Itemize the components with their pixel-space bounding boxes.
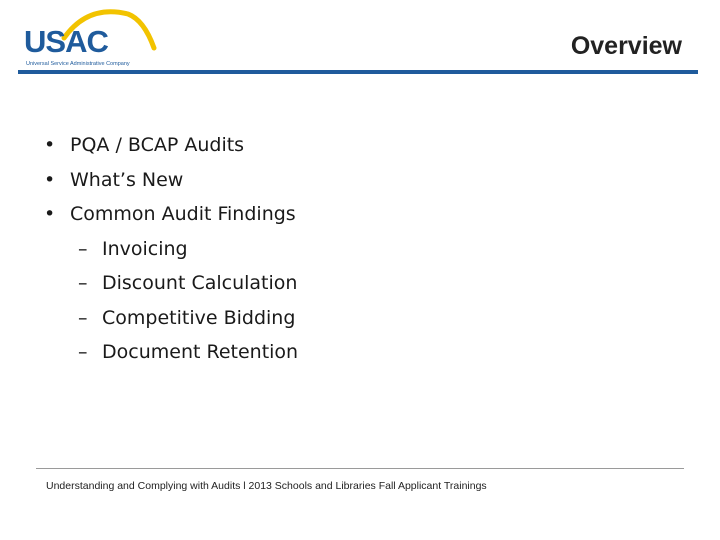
footer-text: Understanding and Complying with Audits l 2013 Schools and Libraries Fall Applicant Trainings	[46, 480, 487, 492]
logo-tagline: Universal Service Administrative Company	[26, 61, 130, 67]
sub-bullet-text: Document Retention	[102, 341, 299, 363]
sub-bullet-item: – Discount Calculation	[78, 272, 298, 294]
sub-bullet-text: Invoicing	[102, 237, 188, 260]
bullet-text: PQA / BCAP Audits	[70, 134, 245, 156]
bullet-item: • What’s New	[44, 168, 184, 191]
slide-title: Overview	[570, 32, 682, 60]
footer-divider	[36, 468, 684, 469]
bullet-list	[44, 128, 298, 370]
bullet-text: What’s New	[70, 168, 184, 191]
bullet-item: • Common Audit Findings	[44, 203, 296, 225]
sub-bullet-text: Discount Calculation	[102, 272, 298, 294]
sub-bullet-item: – Invoicing	[78, 237, 188, 260]
usac-logo	[20, 8, 170, 68]
sub-bullet-item: – Competitive Bidding	[78, 306, 296, 329]
bullet-item: • PQA / BCAP Audits	[44, 134, 245, 156]
header-divider	[18, 70, 698, 74]
sub-bullet-text: Competitive Bidding	[102, 306, 296, 329]
bullet-text: Common Audit Findings	[70, 203, 296, 225]
sub-bullet-item: – Document Retention	[78, 341, 299, 363]
logo-wordmark: USAC	[24, 24, 108, 59]
